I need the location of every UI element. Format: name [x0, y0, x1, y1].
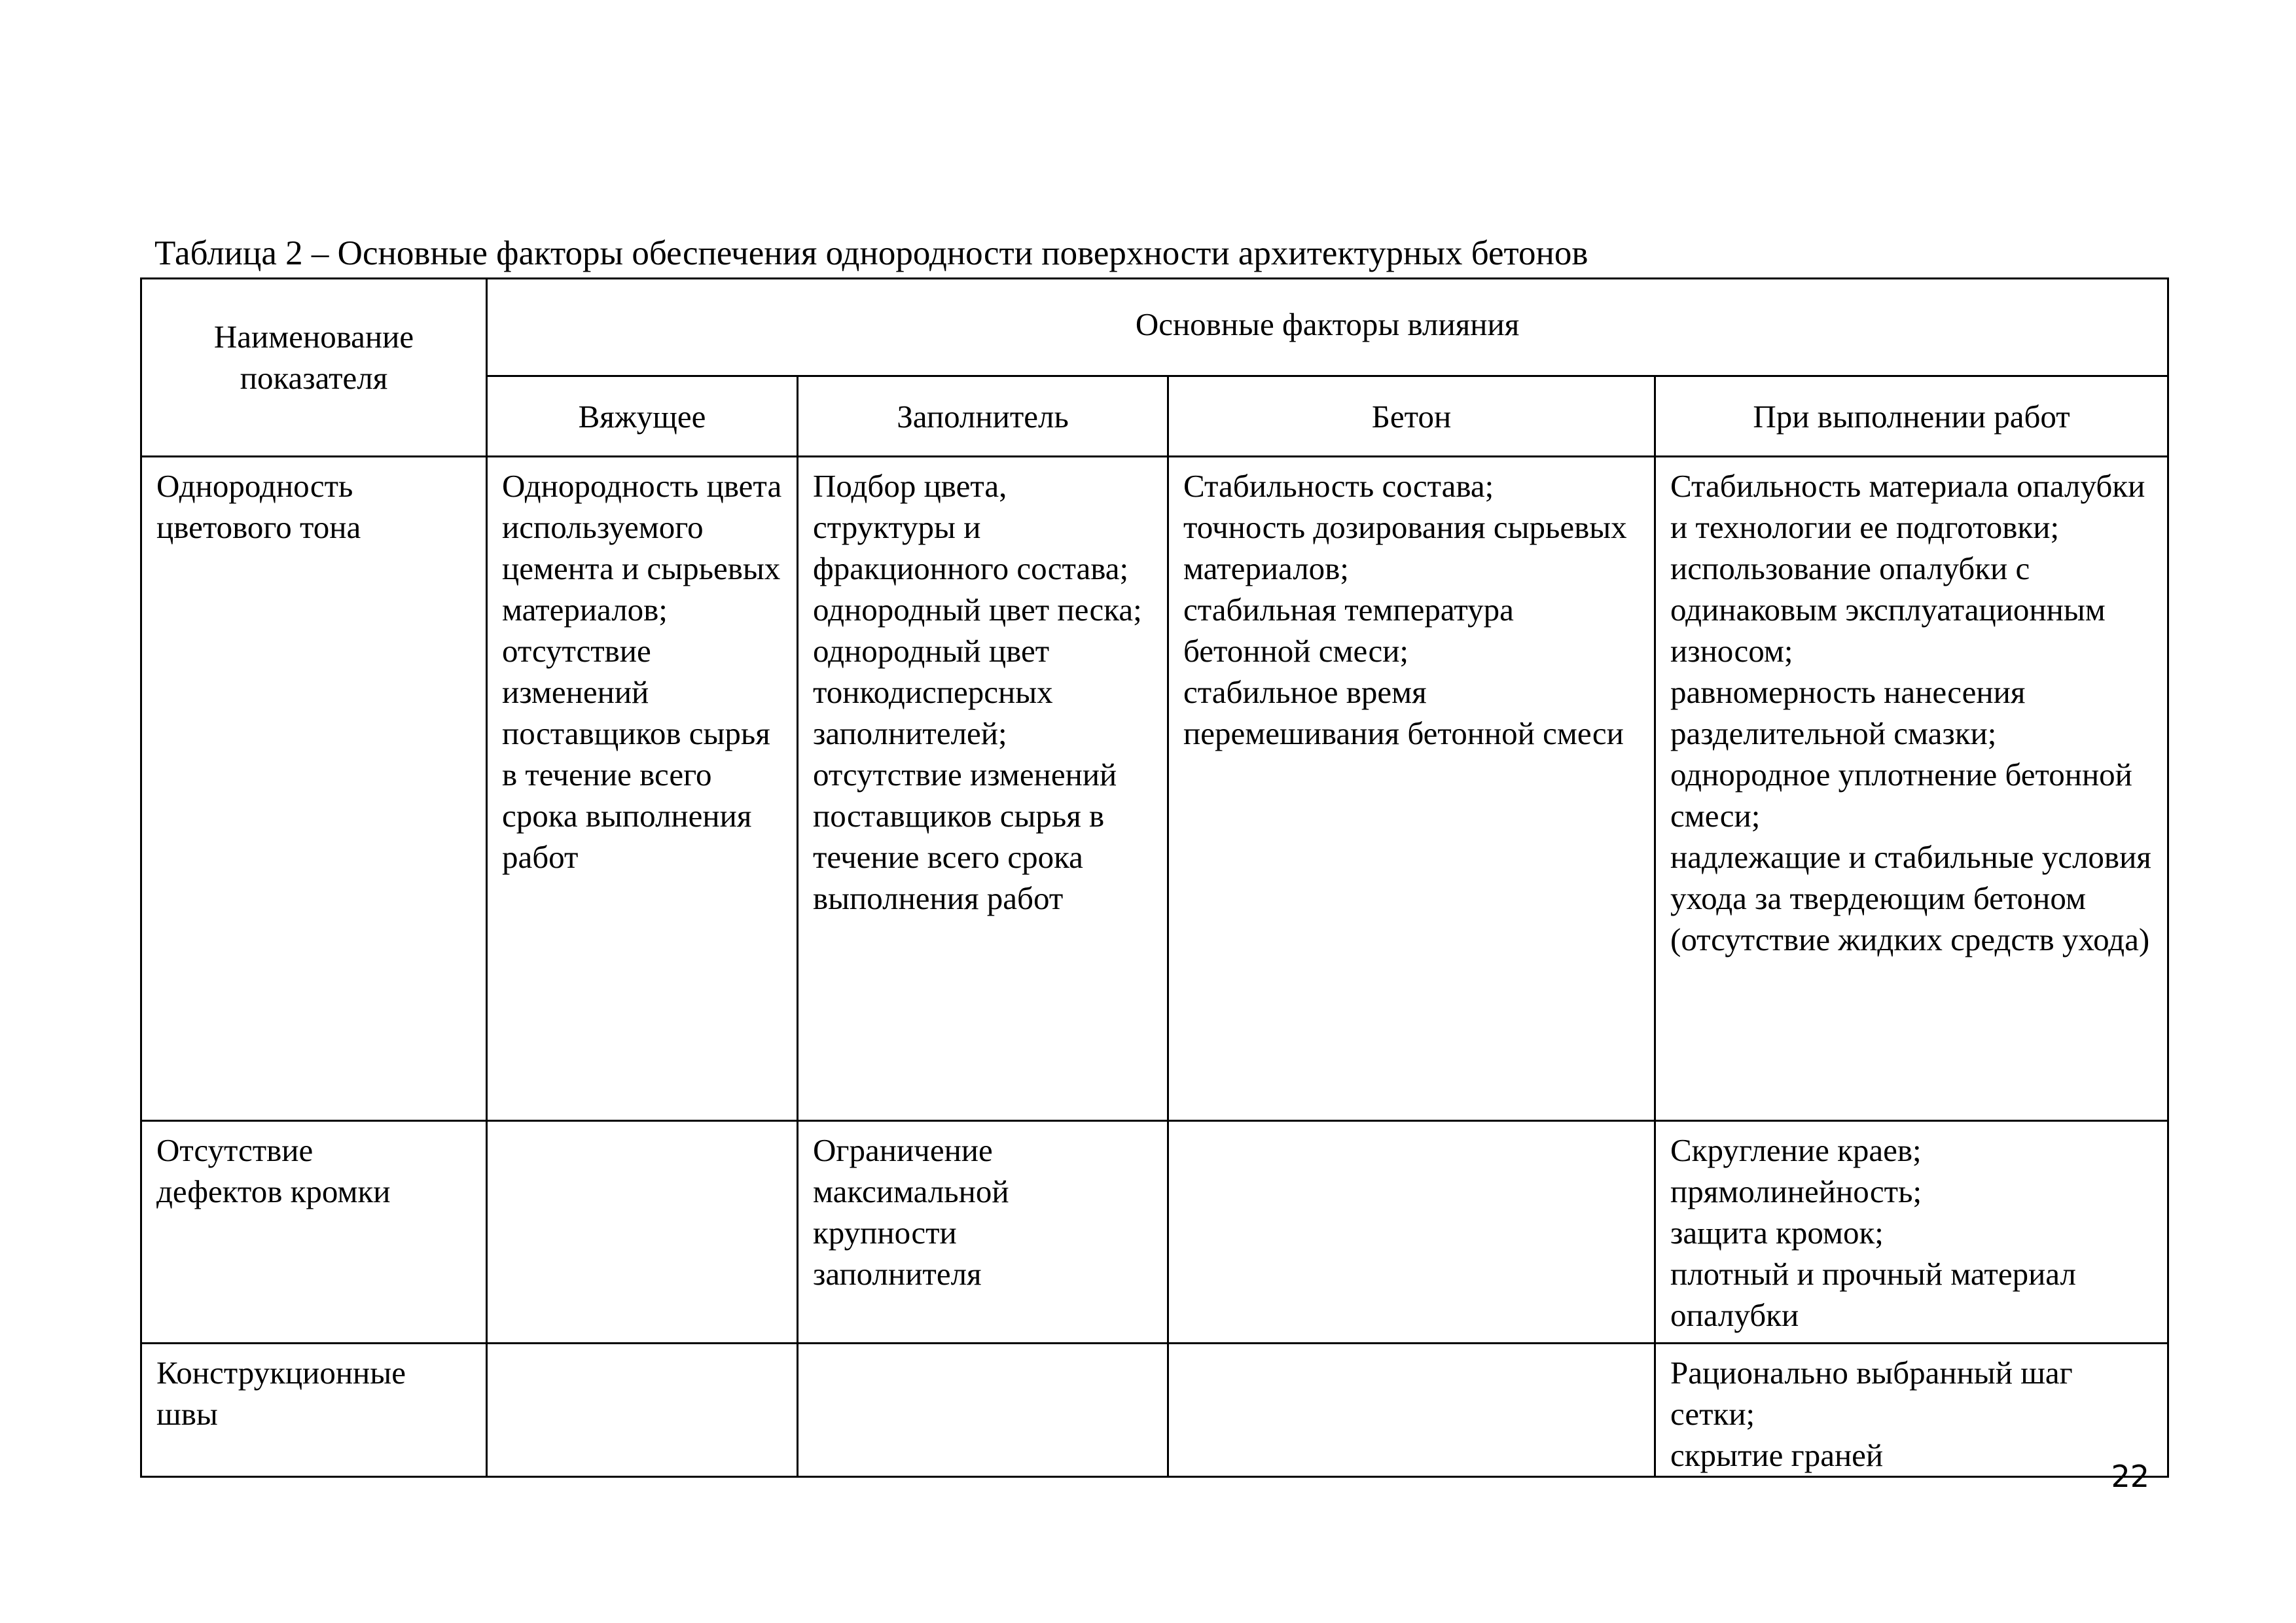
cell-concrete — [1168, 1121, 1655, 1344]
cell-line: использование опалубки с одинаковым эксплуатационным износом; — [1670, 550, 2106, 669]
cell-works — [1655, 1344, 2168, 1477]
cell-binder — [487, 1344, 798, 1477]
cell-line: надлежащие и стабильные условия ухода за твердеющим бетоном (отсутствие жидких средств ухода) — [1670, 839, 2151, 957]
cell-concrete — [1168, 457, 1655, 1121]
cell-line: скрытие граней — [1670, 1437, 1884, 1473]
header-row-group — [141, 279, 2168, 376]
header-col-aggregate: Заполнитель — [798, 376, 1168, 457]
cell-indicator: Конструкционные швы — [141, 1344, 487, 1477]
header-col-works: При выполнении работ — [1655, 376, 2168, 457]
cell-line: отсутствие изменений поставщиков сырья в течение всего срока выполнения работ — [813, 757, 1117, 916]
header-col-concrete: Бетон — [1168, 376, 1655, 457]
header-col-binder: Вяжущее — [487, 376, 798, 457]
header-factors-group: Основные факторы влияния — [487, 279, 2168, 376]
cell-line: плотный и прочный материал опалубки — [1670, 1256, 2076, 1333]
cell-line: однородный цвет тонкодисперсных заполнителей; — [813, 633, 1053, 751]
cell-line: Ограничение максимальной крупности заполнителя — [813, 1132, 1009, 1292]
table-caption: Таблица 2 – Основные факторы обеспечения однородности поверхности архитектурных бетонов — [154, 234, 1588, 272]
cell-aggregate — [798, 457, 1168, 1121]
cell-binder — [487, 1121, 798, 1344]
cell-line: Стабильность состава; — [1183, 468, 1494, 504]
cell-indicator: Отсутствие дефектов кромки — [141, 1121, 487, 1344]
cell-aggregate — [798, 1344, 1168, 1477]
table-header — [141, 279, 2168, 457]
page-number: 22 — [2111, 1459, 2149, 1494]
table-row — [141, 457, 2168, 1121]
cell-line: стабильная температура бетонной смеси; — [1183, 592, 1514, 669]
cell-line: Стабильность материала опалубки и технологии ее подготовки; — [1670, 468, 2145, 545]
cell-line: однородное уплотнение бетонной смеси; — [1670, 757, 2132, 834]
table-body — [141, 457, 2168, 1477]
factors-table — [140, 277, 2169, 1478]
cell-works — [1655, 457, 2168, 1121]
cell-line: однородный цвет песка; — [813, 592, 1142, 628]
cell-line: Подбор цвета, структуры и фракционного состава; — [813, 468, 1129, 586]
cell-aggregate — [798, 1121, 1168, 1344]
cell-line: равномерность нанесения разделительной смазки; — [1670, 674, 2026, 751]
cell-concrete — [1168, 1344, 1655, 1477]
cell-line: защита кромок; — [1670, 1215, 1884, 1251]
table-row — [141, 1121, 2168, 1344]
cell-binder: Однородность цвета используемого цемента и сырьевых материалов; отсутствие изменений поставщиков сырья в течение всего срока выполнения работ — [487, 457, 798, 1121]
header-indicator: Наименование показателя — [141, 279, 487, 457]
cell-line: точность дозирования сырьевых материалов; — [1183, 509, 1627, 586]
cell-indicator: Однородность цветового тона — [141, 457, 487, 1121]
table-row — [141, 1344, 2168, 1477]
cell-line: Рационально выбранный шаг сетки; — [1670, 1355, 2073, 1432]
cell-works — [1655, 1121, 2168, 1344]
cell-line: стабильное время перемешивания бетонной смеси — [1183, 674, 1624, 751]
cell-line: прямолинейность; — [1670, 1173, 1922, 1209]
cell-line: Скругление краев; — [1670, 1132, 1922, 1168]
